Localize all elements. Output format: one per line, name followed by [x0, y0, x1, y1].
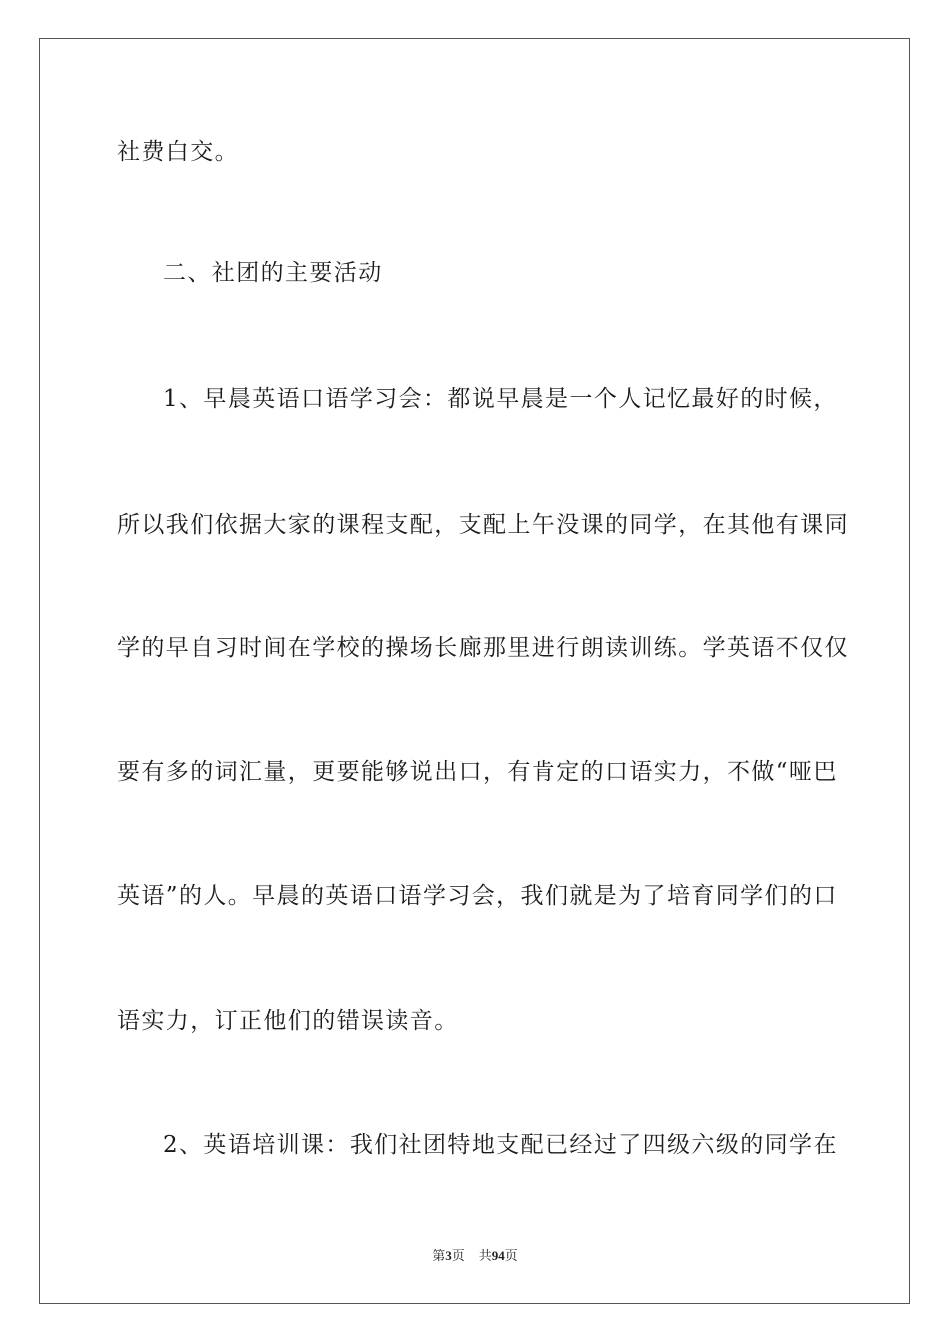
page-footer [0, 1247, 950, 1265]
paragraph-line: 所以我们依据大家的课程支配，支配上午没课的同学，在其他有课同 [117, 512, 849, 538]
paragraph-line: 学的早自习时间在学校的操场长廊那里进行朗读训练。学英语不仅仅 [117, 635, 849, 661]
paragraph-line: 社费白交。 [117, 139, 239, 165]
total-pages: 94 [491, 1248, 505, 1263]
paragraph-line: 英语”的人。早晨的英语口语学习会，我们就是为了培育同学们的口 [117, 883, 838, 909]
paragraph-line: 2、英语培训课：我们社团特地支配已经过了四级六级的同学在 [163, 1132, 838, 1158]
page-suffix: 页 [451, 1248, 465, 1263]
page-prefix: 第 [432, 1248, 446, 1263]
page-border [39, 38, 910, 1304]
section-heading: 二、社团的主要活动 [163, 260, 383, 286]
paragraph-line: 1、早晨英语口语学习会：都说早晨是一个人记忆最好的时候， [163, 386, 838, 412]
page-number: 3 [445, 1248, 452, 1263]
paragraph-line: 要有多的词汇量，更要能够说出口，有肯定的口语实力，不做“哑巴 [117, 759, 838, 785]
paragraph-line: 语实力，订正他们的错误读音。 [117, 1008, 459, 1034]
total-prefix: 共 [478, 1248, 492, 1263]
total-suffix: 页 [504, 1248, 518, 1263]
